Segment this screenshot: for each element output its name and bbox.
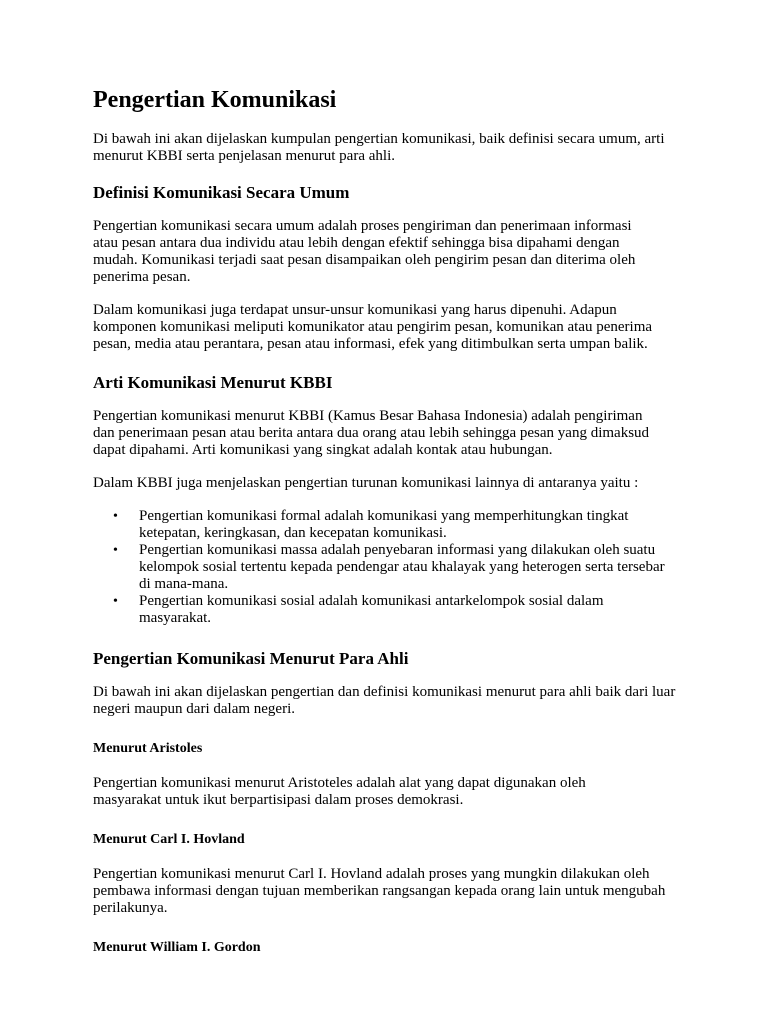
- section-heading-kbbi: Arti Komunikasi Menurut KBBI: [93, 373, 333, 392]
- section3-intro-paragraph: Di bawah ini akan dijelaskan pengertian dan definisi komunikasi menurut para ahli baik dari luar negeri maupun dari dalam negeri.: [93, 684, 676, 717]
- intro-paragraph: Di bawah ini akan dijelaskan kumpulan pengertian komunikasi, baik definisi secara umum, arti menurut KBBI serta penjelasan menurut para ahli.: [93, 131, 665, 164]
- subheading-gordon: Menurut William I. Gordon: [93, 940, 261, 955]
- section-heading-definisi-umum: Definisi Komunikasi Secara Umum: [93, 183, 350, 202]
- list-item: • Pengertian komunikasi sosial adalah komunikasi antarkelompok sosial dalam masyarakat.: [93, 593, 629, 627]
- section2-paragraph-2: Dalam KBBI juga menjelaskan pengertian turunan komunikasi lainnya di antaranya yaitu :: [93, 475, 639, 491]
- section2-paragraph-1: Pengertian komunikasi menurut KBBI (Kamus Besar Bahasa Indonesia) adalah pengiriman dan penerimaan pesan atau berita antara dua orang atau lebih sehingga pesan yang dimaksud dapat dipahami. Arti komunikasi yang singkat adalah kontak atau hubungan.: [93, 408, 650, 458]
- document-title: Pengertian Komunikasi: [93, 87, 337, 113]
- aristoteles-paragraph: Pengertian komunikasi menurut Aristoteles adalah alat yang dapat digunakan oleh masyarakat untuk ikut berpartisipasi dalam proses demokrasi.: [93, 775, 586, 808]
- list-item: • Pengertian komunikasi formal adalah komunikasi yang memperhitungkan tingkat ketepatan, keringkasan, dan kecepatan komunikasi.: [93, 508, 654, 542]
- section1-paragraph-1: Pengertian komunikasi secara umum adalah proses pengiriman dan penerimaan informasi atau pesan antara dua individu atau lebih dengan efektif sehingga bisa dipahami dengan mudah. Komunikasi terjadi saat pesan disampaikan oleh pengirim pesan dan diterima oleh penerima pesan.: [93, 218, 636, 285]
- hovland-paragraph: Pengertian komunikasi menurut Carl I. Hovland adalah proses yang mungkin dilakukan oleh pembawa informasi dengan tujuan memberikan rangsangan kepada orang lain untuk mengubah perilakunya.: [93, 866, 666, 916]
- kbbi-definition-list: [93, 508, 683, 627]
- subheading-hovland: Menurut Carl I. Hovland: [93, 832, 245, 847]
- subheading-aristoles: Menurut Aristoles: [93, 741, 203, 756]
- list-item: • Pengertian komunikasi massa adalah penyebaran informasi yang dilakukan oleh suatu kelompok sosial tertentu kepada pendengar atau khalayak yang heterogen serta tersebar di mana-mana.: [93, 542, 674, 593]
- section-heading-para-ahli: Pengertian Komunikasi Menurut Para Ahli: [93, 649, 409, 668]
- section1-paragraph-2: Dalam komunikasi juga terdapat unsur-unsur komunikasi yang harus dipenuhi. Adapun komponen komunikasi meliputi komunikator atau pengirim pesan, komunikan atau penerima pesan, media atau perantara, pesan atau informasi, efek yang ditimbulkan serta umpan balik.: [93, 302, 653, 352]
- document-page: [93, 83, 683, 957]
